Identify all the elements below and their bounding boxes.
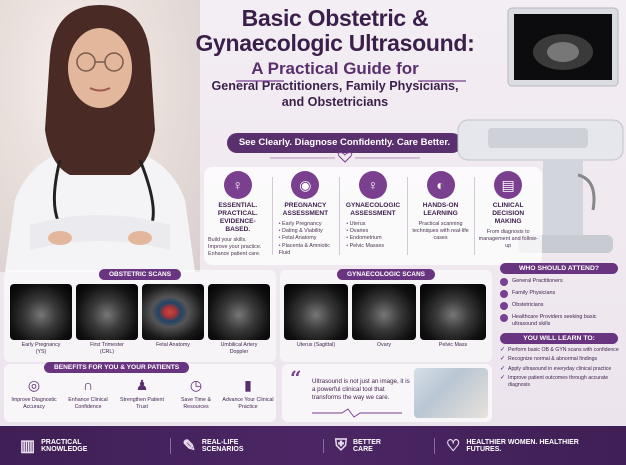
benefit-label: Enhance Clinical Confidence [68, 397, 108, 410]
check-icon: ✓ [500, 347, 506, 353]
feature-title: GYNAECOLOGIC ASSESSMENT [345, 202, 401, 217]
shield-icon: ⛨ [334, 436, 347, 454]
footer-item [0, 436, 140, 456]
page-title-line2: Gynaecologic Ultrasound: [195, 30, 475, 56]
feature-gynaecologic [339, 167, 407, 265]
uterus-icon: ♀ [359, 171, 387, 199]
benefit-item [222, 376, 274, 410]
audience-line2: and Obstetricians [281, 95, 389, 109]
scan-image-ovary [352, 284, 416, 340]
scan-label-line: Fetal Anatomy [156, 342, 190, 348]
scan-image-first-trimester [76, 284, 138, 340]
learn-item [500, 375, 622, 388]
feature-title: HANDS-ON LEARNING [422, 202, 459, 217]
list-item: • Dating & Viability [279, 228, 336, 235]
audience-item [500, 302, 622, 310]
audience-label: Family Physicians [512, 290, 556, 296]
stethoscope-icon: ∩ [82, 377, 94, 393]
benefits-panel [4, 364, 276, 422]
check-icon: ✓ [500, 365, 506, 372]
feature-text: From diagnosis to management and follow-up [478, 229, 538, 249]
audience-panel [496, 263, 622, 423]
scan-image-pelvic-mass [420, 284, 486, 340]
benefit-label: Advance Your Clinical Practice [222, 397, 274, 410]
check-icon: ✓ [500, 375, 506, 382]
page-subtitle: A Practical Guide for [251, 59, 419, 78]
footer-item [434, 436, 626, 456]
features-panel [204, 167, 542, 265]
scan-label-line: Early Pregnancy [21, 342, 61, 348]
scan-image-fetal-anatomy [142, 284, 204, 340]
decorative-divider [236, 78, 466, 84]
clipboard-icon: ▤ [494, 171, 522, 199]
scan-label [76, 342, 138, 355]
scan-label-line: (YS) [35, 348, 47, 355]
gynaecologic-scans-panel [280, 270, 492, 362]
benefit-item [62, 376, 114, 410]
feature-title: ESSENTIAL. PRACTICAL. EVIDENCE-BASED. [217, 202, 258, 233]
feature-list [276, 221, 336, 257]
team-icon: ♟ [135, 377, 149, 393]
scan-label-line: (CRL) [99, 348, 115, 355]
heart-icon: ♡ [446, 437, 461, 455]
heart-divider-icon [270, 152, 420, 164]
scan-label-line: Umbilical Artery [220, 342, 258, 348]
person-icon [500, 290, 508, 298]
audience-item [500, 278, 622, 286]
feature-text: Practical scanning techniques with real-life cases [412, 221, 469, 241]
learn-label: Perform basic OB & GYN scans with confidence [508, 347, 619, 353]
learn-item [500, 356, 622, 362]
feature-title: CLINICAL DECISION MAKING [492, 202, 525, 225]
footer-label: BETTER CARE [352, 438, 381, 453]
feature-decision [474, 167, 542, 265]
footer-bar [0, 426, 626, 465]
feature-essential [204, 167, 272, 265]
learn-label: Recognize normal & abnormal findings [508, 356, 598, 363]
scan-label-line: First Trimester [90, 342, 124, 348]
list-item: • Endometrium [346, 235, 403, 242]
footer-item [323, 437, 414, 455]
quote-mark-icon: “ [290, 366, 302, 390]
benefit-label: Strengthen Patient Trust [120, 397, 164, 410]
learn-item [500, 347, 622, 353]
footer-label: REAL-LIFE SCENARIOS [201, 438, 244, 453]
scan-label-line: Doppler [229, 348, 249, 355]
feature-title: PREGNANCY ASSESSMENT [282, 202, 329, 217]
book-icon: ▥ [20, 437, 36, 455]
benefit-item [170, 376, 222, 410]
quote-text: Ultrasound is not just an image, it is a powerful clinical tool that transforms the way we care. [312, 378, 410, 401]
feature-text: Build your skills. Improve your practice. Enhance patient care. [208, 237, 262, 257]
probe-icon: ✎ [182, 437, 196, 455]
scan-label [208, 342, 270, 355]
benefit-label: Save Time & Resources [180, 397, 212, 410]
scan-image-uterus [284, 284, 348, 340]
pregnancy-icon: ◉ [291, 171, 319, 199]
list-item: • Early Pregnancy [279, 221, 336, 228]
target-icon: ◎ [27, 377, 41, 393]
scanning-photo [414, 368, 488, 418]
benefit-label: Improve Diagnostic Accuracy [11, 397, 57, 410]
scan-image-umbilical-doppler [208, 284, 270, 340]
quote-panel [282, 364, 492, 422]
clock-icon: ◷ [189, 377, 203, 393]
scan-label [142, 342, 204, 349]
learn-item [500, 366, 622, 372]
feature-list [343, 221, 403, 250]
scan-label: Uterus (Sagittal) [296, 342, 336, 348]
scan-label: Ovary [376, 342, 392, 348]
audience-item [500, 290, 622, 298]
feature-hands-on [407, 167, 475, 265]
you-will-learn-header: YOU WILL LEARN TO: [500, 333, 618, 344]
audience-label: General Practitioners [512, 278, 563, 284]
obstetric-scans-panel [4, 270, 276, 362]
page-title-line1: Basic Obstetric & [241, 5, 429, 31]
heartbeat-icon [312, 408, 402, 418]
tagline: See Clearly. Diagnose Confidently. Care Better. [227, 133, 462, 153]
footer-label: HEALTHIER WOMEN. HEALTHIER FUTURES. [466, 438, 579, 453]
who-should-attend-header: WHO SHOULD ATTEND? [500, 263, 618, 274]
list-item: • Fetal Anatomy [279, 235, 336, 242]
person-icon [500, 314, 508, 322]
audience-label: Obstetricians [512, 302, 544, 308]
list-item: • Ovaries [346, 228, 403, 235]
learn-label: Apply ultrasound in everyday clinical practice [508, 365, 612, 372]
benefits-header: BENEFITS FOR YOU & YOUR PATIENTS [44, 362, 189, 373]
probe-icon: ◐ [427, 171, 455, 199]
chart-icon: ▮ [244, 377, 252, 393]
audience-line1: General Practitioners, Family Physicians, [211, 79, 459, 93]
footer-item [170, 436, 292, 456]
obstetric-scans-header: OBSTETRIC SCANS [99, 269, 181, 280]
uterus-icon: ♀ [224, 171, 252, 199]
list-item: • Uterus [346, 221, 403, 228]
footer-label: PRACTICAL KNOWLEDGE [41, 438, 88, 453]
person-icon [500, 302, 508, 310]
scan-label [10, 342, 72, 355]
person-icon [500, 278, 508, 286]
scan-label: Pelvic Mass [438, 342, 468, 348]
feature-pregnancy [272, 167, 340, 265]
benefit-item [116, 376, 168, 410]
check-icon: ✓ [500, 356, 506, 363]
list-item: • Placenta & Amniotic Fluid [279, 243, 336, 257]
audience-label: Healthcare Providers seeking basic ultrasound skills [512, 314, 597, 327]
gynaecologic-scans-header: GYNAECOLOGIC SCANS [337, 269, 435, 280]
audience-item [500, 314, 622, 327]
scan-image-early-pregnancy [10, 284, 72, 340]
learn-label: Improve patient outcomes through accurate diagnosis [508, 375, 609, 388]
benefit-item [8, 376, 60, 410]
list-item: • Pelvic Masses [346, 243, 403, 250]
